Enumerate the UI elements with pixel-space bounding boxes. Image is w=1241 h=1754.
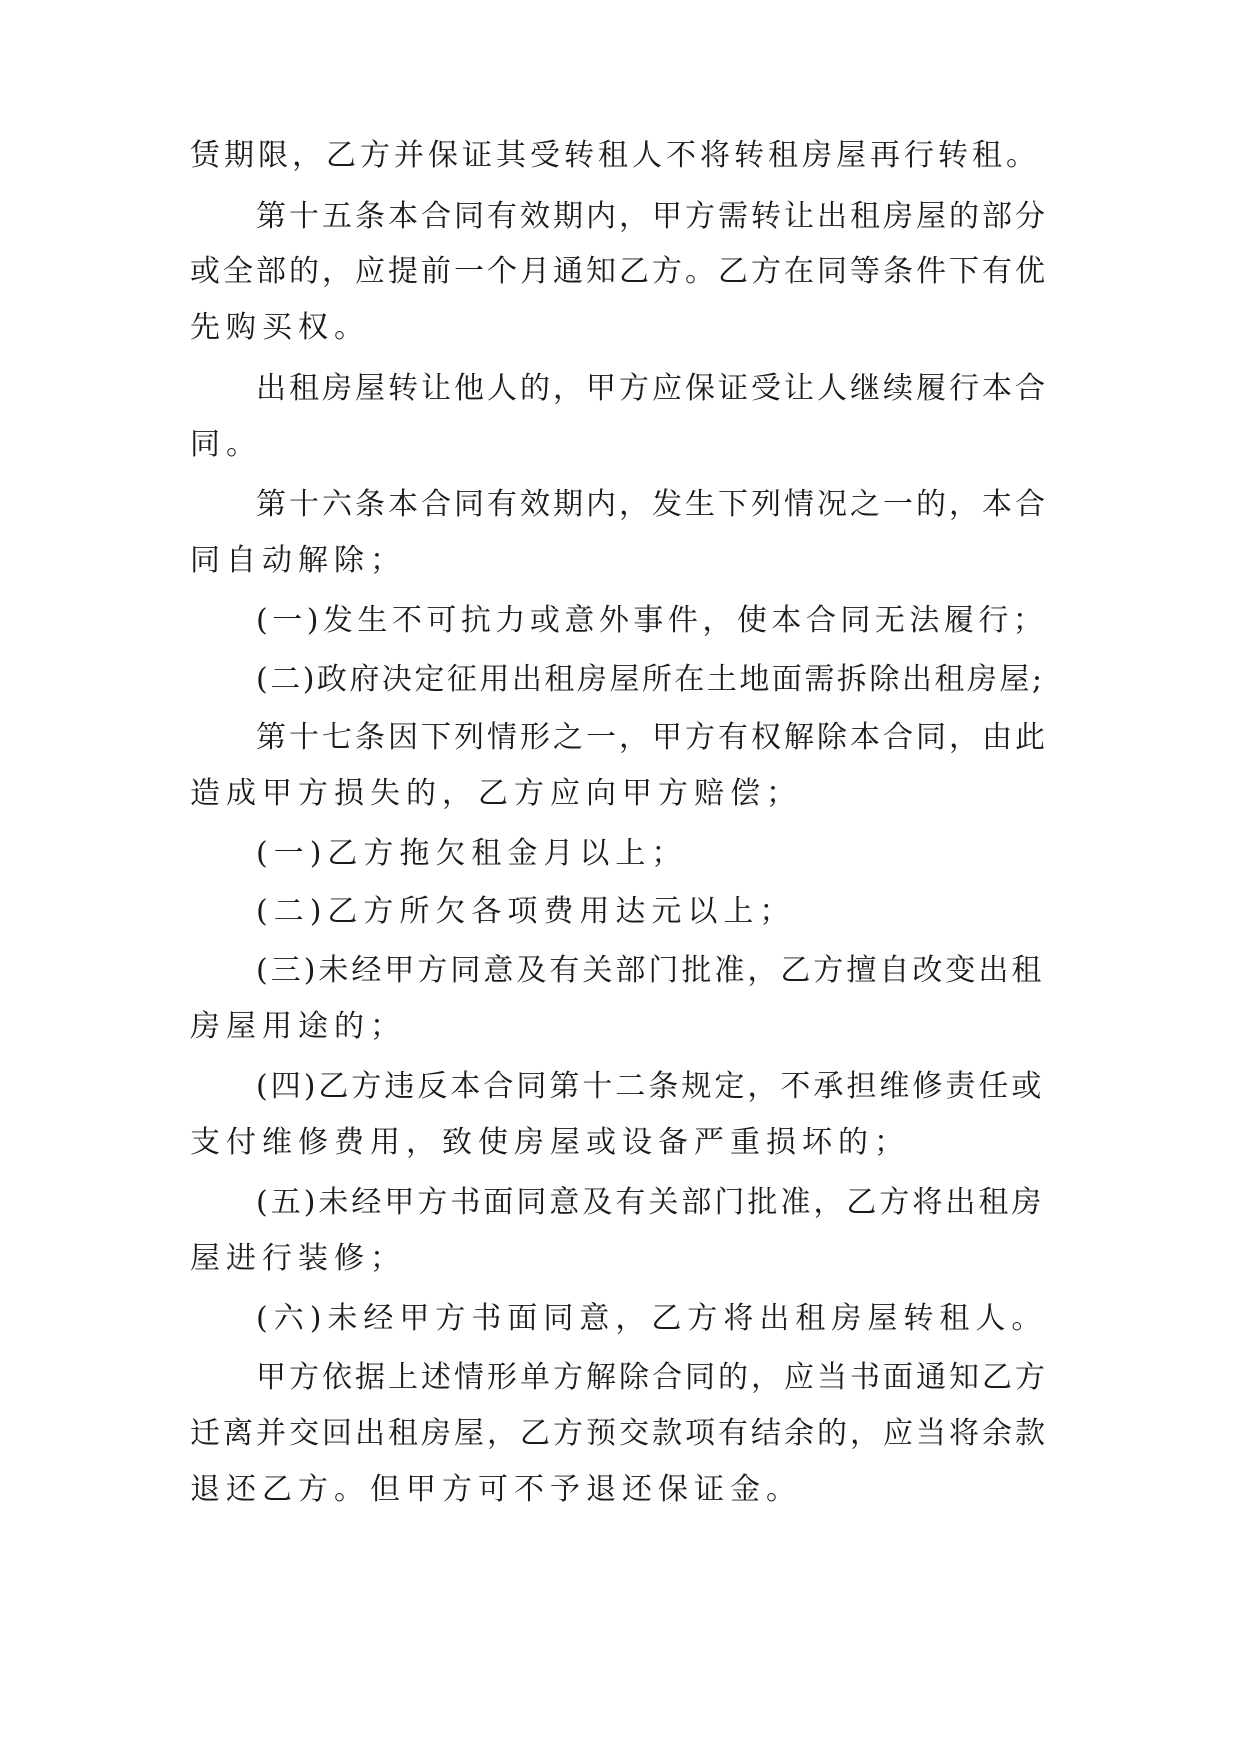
text-line: (二)政府决定征用出租房屋所在土地面需拆除出租房屋;: [256, 662, 1045, 697]
text-line: (六)未经甲方书面同意，乙方将出租房屋转租人。: [256, 1301, 1048, 1336]
text-line: 支付维修费用，致使房屋或设备严重损坏的；: [190, 1125, 910, 1160]
text-line: 甲方依据上述情形单方解除合同的，应当书面通知乙方: [256, 1360, 1048, 1395]
text-line: 造成甲方损失的，乙方应向甲方赔偿；: [190, 776, 802, 811]
text-line: 第十六条本合同有效期内，发生下列情况之一的，本合: [256, 487, 1048, 522]
text-line: 第十五条本合同有效期内，甲方需转让出租房屋的部分: [256, 199, 1048, 234]
text-line: 同。: [190, 427, 262, 462]
text-line: (一)乙方拖欠租金月以上；: [256, 836, 688, 871]
text-line: 退还乙方。但甲方可不予退还保证金。: [190, 1472, 802, 1507]
text-line: (五)未经甲方书面同意及有关部门批准，乙方将出租房: [256, 1185, 1045, 1220]
text-line: 或全部的，应提前一个月通知乙方。乙方在同等条件下有优: [190, 254, 1048, 289]
text-line: 迁离并交回出租房屋，乙方预交款项有结余的，应当将余款: [190, 1416, 1048, 1451]
text-line: 出租房屋转让他人的，甲方应保证受让人继续履行本合: [256, 371, 1048, 406]
text-line: (一)发生不可抗力或意外事件，使本合同无法履行；: [256, 603, 1048, 638]
text-line: 房屋用途的；: [190, 1009, 406, 1044]
text-line: 先购买权。: [190, 310, 370, 345]
text-line: (三)未经甲方同意及有关部门批准，乙方擅自改变出租: [256, 953, 1045, 988]
text-line: 屋进行装修；: [190, 1241, 406, 1276]
text-line: (二)乙方所欠各项费用达元以上；: [256, 894, 796, 929]
text-line: (四)乙方违反本合同第十二条规定，不承担维修责任或: [256, 1069, 1045, 1104]
text-line: 第十七条因下列情形之一，甲方有权解除本合同，由此: [256, 720, 1048, 755]
text-line: 同自动解除；: [190, 543, 406, 578]
text-line: 赁期限，乙方并保证其受转租人不将转租房屋再行转租。: [190, 138, 1040, 173]
